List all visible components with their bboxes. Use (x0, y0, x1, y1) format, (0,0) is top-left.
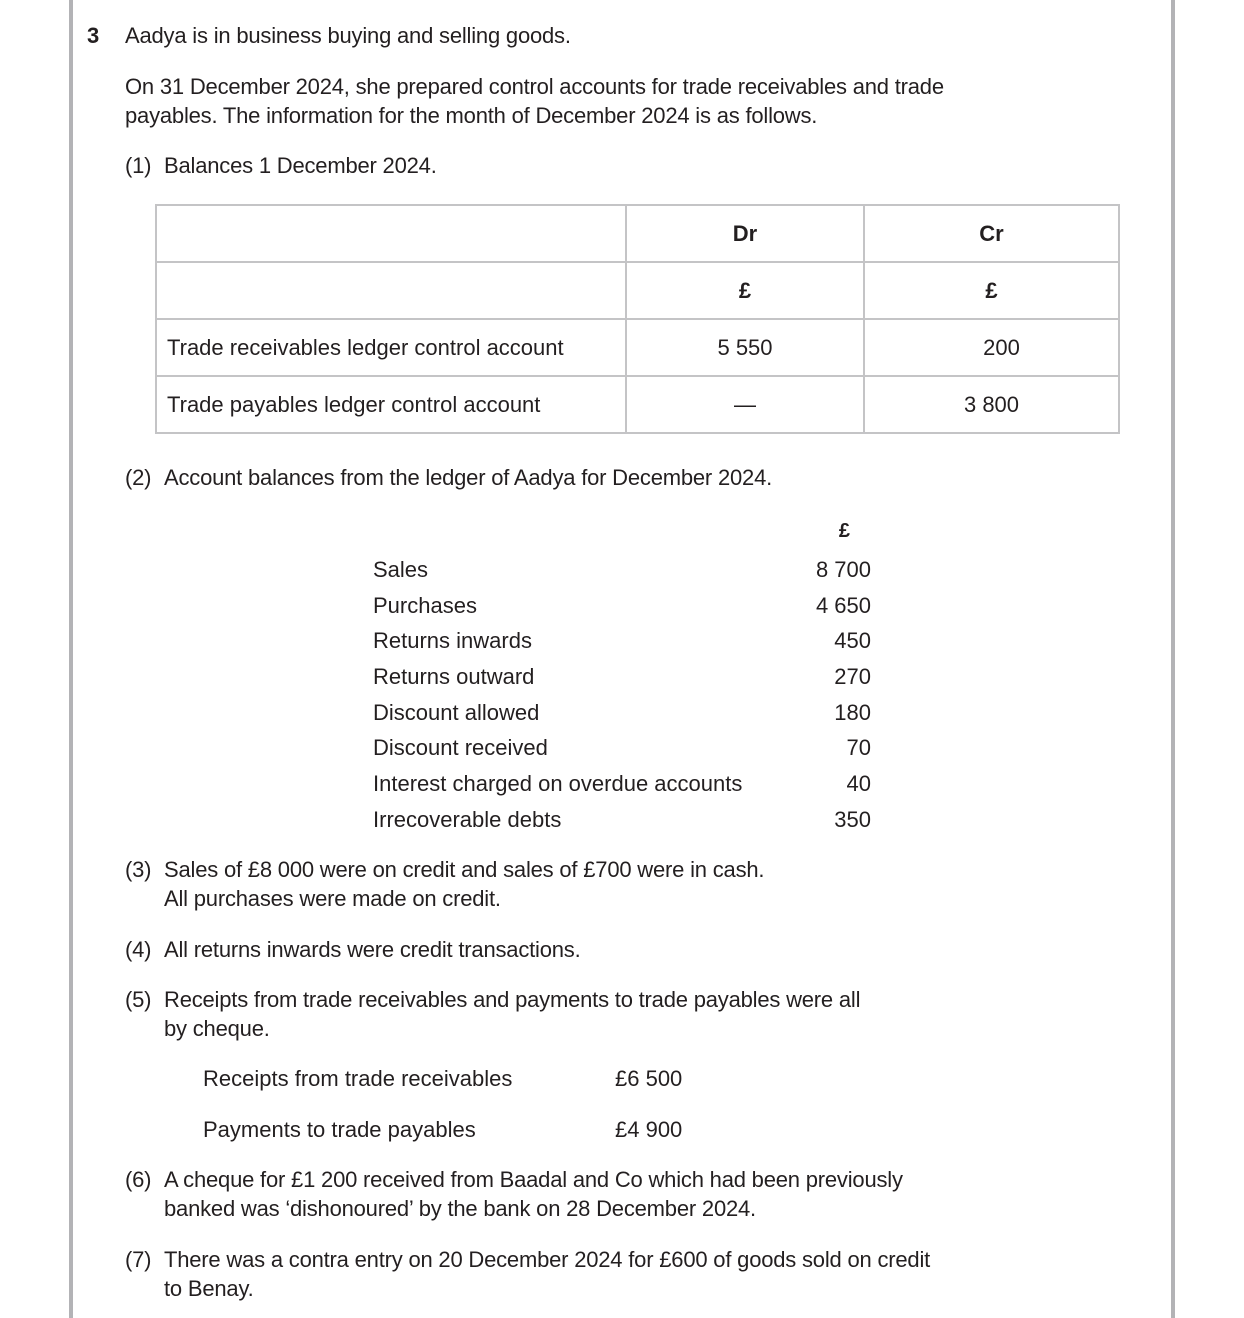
ledger-item-name: Discount received (373, 735, 548, 760)
payment-item-name: Receipts from trade receivables (203, 1066, 513, 1091)
ledger-item-name: Returns inwards (373, 628, 532, 653)
item5-line2: by cheque. (164, 1016, 270, 1041)
item5-label: (5) (125, 987, 152, 1012)
dr-value-cell: — (626, 376, 864, 433)
ledger-item-value: 270 (834, 664, 871, 689)
question-context-line2: payables. The information for the month of December 2024 is as follows. (125, 103, 818, 128)
ledger-item-name: Purchases (373, 593, 477, 618)
payment-item-value: £4 900 (615, 1117, 683, 1142)
item3-label: (3) (125, 857, 152, 882)
question-number: 3 (87, 23, 100, 48)
item2-text: Account balances from the ledger of Aadya for December 2024. (164, 465, 773, 490)
table-currency-row (156, 262, 1119, 319)
item7-line2: to Benay. (164, 1276, 254, 1301)
payment-item-value: £6 500 (615, 1066, 683, 1091)
question-intro: Aadya is in business buying and selling goods. (125, 23, 571, 48)
left-margin-line (69, 0, 73, 1318)
table-header-row (156, 205, 1119, 262)
header-cell-account (156, 205, 626, 262)
item3-line1: Sales of £8 000 were on credit and sales of £700 were in cash. (164, 857, 765, 882)
dr-value-cell: 5 550 (626, 319, 864, 376)
currency-cell-dr: £ (626, 262, 864, 319)
ledger-item-name: Returns outward (373, 664, 535, 689)
ledger-item-name: Discount allowed (373, 700, 540, 725)
currency-cell-account (156, 262, 626, 319)
cr-value-cell: 200 (864, 319, 1119, 376)
cr-value-cell: 3 800 (864, 376, 1119, 433)
account-name-cell: Trade payables ledger control account (156, 376, 626, 433)
item4-text: All returns inwards were credit transactions. (164, 937, 581, 962)
ledger-currency-heading: £ (838, 520, 850, 542)
header-cell-cr: Cr (864, 205, 1119, 262)
item2-label: (2) (125, 465, 152, 490)
item3-line2: All purchases were made on credit. (164, 886, 501, 911)
item7-line1: There was a contra entry on 20 December 2024 for £600 of goods sold on credit (164, 1247, 931, 1272)
ledger-item-name: Irrecoverable debts (373, 807, 562, 832)
ledger-item-value: 8 700 (815, 557, 871, 582)
table-row (156, 376, 1119, 433)
item5-line1: Receipts from trade receivables and payments to trade payables were all (164, 987, 861, 1012)
ledger-item-value: 40 (846, 771, 871, 796)
header-cell-dr: Dr (626, 205, 864, 262)
item6-line1: A cheque for £1 200 received from Baadal and Co which had been previously (164, 1167, 903, 1192)
ledger-item-value: 350 (834, 807, 871, 832)
item4-label: (4) (125, 937, 152, 962)
item6-label: (6) (125, 1167, 152, 1192)
table-row (156, 319, 1119, 376)
ledger-item-value: 180 (834, 700, 871, 725)
item7-label: (7) (125, 1247, 152, 1272)
ledger-item-name: Interest charged on overdue accounts (373, 771, 743, 796)
right-margin-line (1171, 0, 1175, 1318)
account-name-cell: Trade receivables ledger control account (156, 319, 626, 376)
currency-cell-cr: £ (864, 262, 1119, 319)
ledger-item-value: 450 (834, 628, 871, 653)
opening-balances-table (155, 204, 1120, 434)
question-context-line1: On 31 December 2024, she prepared control accounts for trade receivables and trade (125, 74, 944, 99)
payment-item-name: Payments to trade payables (203, 1117, 476, 1142)
ledger-item-name: Sales (373, 557, 429, 582)
ledger-item-value: 70 (846, 735, 871, 760)
item6-line2: banked was ‘dishonoured’ by the bank on 28 December 2024. (164, 1196, 756, 1221)
item1-label: (1) (125, 153, 152, 178)
item1-text: Balances 1 December 2024. (164, 153, 437, 178)
ledger-item-value: 4 650 (815, 593, 871, 618)
